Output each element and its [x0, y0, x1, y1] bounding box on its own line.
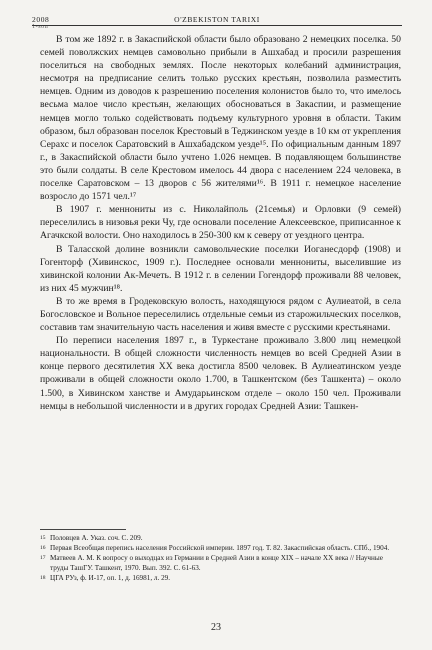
footnote-number: 17 — [40, 555, 46, 561]
footnote-number: 15 — [40, 535, 46, 541]
paragraph: По переписи населения 1897 г., в Туркестане проживало 3.800 лиц немецкой национальности. В общей сложности численность немцев во всей Средней Азии в конце первого десятилетия XX века достигла 8500 человек. В Аулиеатинском уезде проживали в общей сложности около 1.700, в Ташкентском (без Ташкента) – около 1.500, в Хивинском ханстве и Амударьинском отделе – около 150 чел. Проживали немцы в небольшой численности и в других городах Средней Азии: Ташкен- — [40, 335, 401, 412]
footnote-text: Матвеев А. М. К вопросу о выходцах из Германии в Средней Азии в конце XIX – начале XX века // Научные труды ТашГУ. Ташкент, 1970. Вып. 392. С. 61-63. — [50, 554, 383, 572]
footnote — [40, 573, 401, 583]
footnote — [40, 553, 401, 573]
page-number: 23 — [211, 622, 221, 633]
footnote-divider — [40, 529, 126, 530]
main-text — [40, 33, 401, 413]
footnote-text: Половцев А. Указ. соч. С. 209. — [50, 534, 143, 542]
header-year: 2008 — [32, 15, 50, 24]
footnote-number: 16 — [40, 545, 46, 551]
paragraph: В том же 1892 г. в Закаспийской области было образовано 2 немецких поселка. 50 семей поволжских немцев самовольно прибыли в Ашхабад и просили разрешения поселиться на свободных землях. После некоторых колебаний администрация, несмотря на предписание селить только русских крестьян, позволила разместить немцев. Одним из доводов к разрешению поселения колонистов было то, что имелось весьма малое число крестьян, желающих обосноваться в Закаспии, и размещение немцев могло только содействовать подъему культурного уровня в области. Таким образом, был образован поселок Крестовый в Теджинском уезде в 10 км от укрепления Серахс и поселок Саратовский в Ашхабадском уезде¹⁵. По официальным данным 1897 г., в Закаспийской области было учтено 1.026 немцев. В подавляющем большинстве это были солдаты. В селе Крестовом имелось 44 двора с населением 224 человека, в поселке Саратовском – 13 дворов с 56 жителями¹⁶. В 1911 г. немецкое население возросло до 1571 чел.¹⁷ — [40, 34, 401, 203]
footnote-text: ЦГА РУз, ф. И-17, оп. 1, д. 16981, л. 29. — [50, 574, 171, 582]
header-journal-title: O'ZBEKISTON TARIXI — [174, 15, 260, 24]
footnotes — [40, 533, 401, 583]
header-issue: 1-son — [32, 24, 49, 30]
paragraph: В 1907 г. меннониты из с. Николайполь (21семья) и Орловки (9 семей) переселились в низовья реки Чу, где основали поселение Алексеевское, приписанное к Агачкской волости. Оно находилось в 250-300 км к северу от уездного центра. — [40, 204, 401, 242]
footnote-number: 18 — [40, 575, 46, 581]
header-divider — [32, 25, 402, 26]
footnote — [40, 533, 401, 543]
footnote-text: Первая Всеобщая перепись населения Российской империи. 1897 год. Т. 82. Закаспийская область. СПб., 1904. — [50, 544, 390, 552]
footnote — [40, 543, 401, 553]
paragraph: В то же время в Гродековскую волость, находящуюся рядом с Аулиеатой, в села Богословское и Вольное переселились отдельные семьи из старожильческих поселков, составив там значительную часть населения и живя вместе с русскими крестьянами. — [40, 295, 401, 334]
paragraph: В Таласской долине возникли самовольческие поселки Иоганесдорф (1908) и Гогенторф (Хивинскос, 1909 г.). Последнее основали меннониты, выселившие из хивинской колонии Ак-Мечеть. В 1912 г. в селении Гогендорф проживали 88 человек, из них 45 мужчин¹⁸. — [40, 243, 401, 294]
